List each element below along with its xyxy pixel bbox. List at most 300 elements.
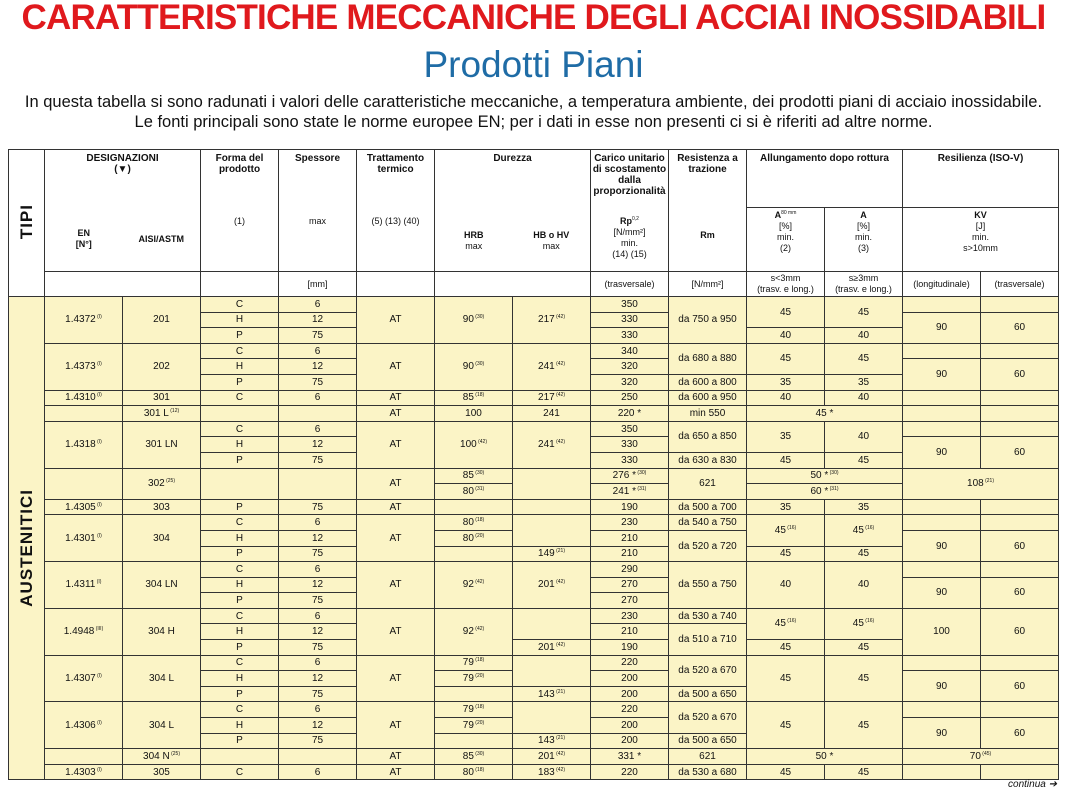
forma-cell-value: H	[235, 314, 244, 326]
hb-cell-note: (42)	[554, 641, 565, 648]
aisi-cell-value: 304 L	[148, 673, 175, 685]
a-cell	[825, 297, 903, 328]
kv-trasv-cell	[981, 343, 1059, 359]
a80-cell	[747, 421, 825, 452]
hb-cell-value: 143	[538, 688, 555, 700]
rp-cell	[591, 640, 669, 656]
spessore-cell	[279, 406, 357, 422]
rm-cell-value: da 530 a 680	[678, 766, 737, 778]
spessore-cell-value: 12	[311, 439, 324, 451]
a-cell-value: 45	[857, 548, 870, 560]
kv-trasv-cell	[981, 702, 1059, 718]
spessore-cell-value: 12	[311, 314, 324, 326]
kv-long-cell-value: 90	[935, 446, 948, 458]
spessore-cell-value: 6	[314, 657, 321, 669]
a80-cell	[747, 499, 825, 515]
spessore-cell-value: 12	[311, 626, 324, 638]
kv-long-cell-value: 90	[935, 680, 948, 692]
en-cell-note: (I)	[95, 532, 102, 539]
en-cell	[45, 515, 123, 562]
en-cell-value: 1.4307	[65, 673, 96, 685]
rp-cell-value: 330	[621, 314, 638, 326]
rp-cell	[591, 764, 669, 780]
hrb-cell-note: (20)	[473, 673, 485, 680]
kv-merged-cell-note: (45)	[980, 751, 992, 758]
table-row	[9, 390, 1059, 406]
hrb-cell	[435, 655, 513, 671]
a80-cell-value: 45	[779, 454, 792, 466]
hrb-cell	[435, 297, 513, 344]
a-cell	[825, 328, 903, 344]
forma-cell-value: H	[235, 673, 244, 685]
header-kv-trasv: (trasversale)	[981, 272, 1059, 297]
rp-cell	[591, 624, 669, 640]
kv-long-cell	[903, 359, 981, 390]
aisi-cell	[123, 749, 201, 765]
hb-cell	[513, 733, 591, 749]
trattamento-cell	[357, 608, 435, 655]
rp-cell-value: 230	[621, 610, 638, 622]
en-cell-note: (I)	[95, 673, 102, 680]
aisi-cell	[123, 515, 201, 562]
rp-cell	[591, 390, 669, 406]
kv-trasv-cell	[981, 421, 1059, 437]
hb-cell	[513, 640, 591, 656]
tipi-label: TIPI	[17, 203, 36, 240]
kv-trasv-cell	[981, 562, 1059, 578]
spessore-cell	[279, 686, 357, 702]
rp-cell-value: 210	[621, 532, 638, 544]
header-durezza: Durezza	[435, 150, 591, 208]
trattamento-cell-value: AT	[389, 501, 402, 513]
en-cell	[45, 297, 123, 344]
hb-cell	[513, 343, 591, 390]
hrb-cell-value: 79	[462, 719, 474, 731]
forma-cell-value: C	[235, 657, 244, 669]
header-a-cond-label: s≥3mm	[848, 273, 879, 283]
a80-cell-value: 45	[774, 618, 786, 630]
aisi-cell-value: 304 H	[148, 626, 175, 638]
kv-long-cell	[903, 608, 981, 655]
hb-cell-value: 241	[543, 407, 560, 419]
forma-cell	[201, 515, 279, 531]
hrb-cell-value: 79	[462, 673, 474, 685]
hrb-cell	[435, 468, 513, 484]
rp-cell	[591, 546, 669, 562]
spessore-cell	[279, 562, 357, 578]
a80-cell-note: (16)	[785, 618, 797, 625]
rp-cell-value: 320	[621, 361, 638, 373]
spessore-cell-value: 6	[314, 563, 321, 575]
kv-long-cell	[903, 562, 981, 578]
forma-cell	[201, 749, 279, 765]
forma-cell-value: P	[236, 595, 243, 607]
forma-cell	[201, 452, 279, 468]
rp-cell-note: (31)	[636, 485, 647, 492]
spessore-cell	[279, 702, 357, 718]
aisi-cell-value: 305	[153, 766, 170, 778]
a-cell	[825, 546, 903, 562]
table-row	[9, 421, 1059, 437]
hrb-cell-note: (18)	[473, 657, 485, 664]
hrb-cell	[435, 749, 513, 765]
rp-cell	[591, 421, 669, 437]
rp-cell	[591, 702, 669, 718]
aisi-cell	[123, 406, 201, 422]
header-forma: Forma del prodotto	[201, 150, 279, 208]
kv-trasv-cell-value: 60	[1013, 446, 1026, 458]
kv-long-cell-value: 90	[935, 368, 948, 380]
hrb-cell-value: 100	[465, 407, 482, 419]
header-a80-note: (2)	[780, 243, 791, 253]
a-cell-value: 45	[857, 454, 870, 466]
hrb-cell-note: (30)	[473, 314, 485, 321]
kv-trasv-cell	[981, 359, 1059, 390]
header-rp	[591, 208, 669, 272]
kv-long-cell	[903, 406, 981, 422]
header-a-unit: [%]	[856, 221, 870, 231]
a80-cell	[747, 297, 825, 328]
header-spessore-max: max	[279, 208, 357, 272]
rm-cell	[669, 515, 747, 531]
forma-cell-value: P	[236, 454, 243, 466]
spessore-cell-value: 6	[314, 392, 321, 404]
rp-cell-value: 220	[621, 704, 638, 716]
rp-cell	[591, 718, 669, 734]
a-merged-cell	[747, 484, 903, 500]
spessore-cell-value: 6	[314, 345, 321, 357]
a80-cell	[747, 515, 825, 546]
spessore-cell	[279, 546, 357, 562]
spessore-cell	[279, 718, 357, 734]
header-forma-note: (1)	[201, 208, 279, 272]
en-cell	[45, 421, 123, 468]
forma-cell	[201, 406, 279, 422]
spessore-cell-value: 75	[311, 501, 324, 513]
header-a80	[747, 208, 825, 272]
forma-cell	[201, 468, 279, 499]
hrb-cell	[435, 515, 513, 531]
header-a80-cond	[747, 272, 825, 297]
forma-cell-value: C	[235, 423, 244, 435]
hrb-cell-note: (42)	[476, 439, 487, 446]
a-merged-cell-value: 50 *	[810, 470, 829, 482]
rp-cell-value: 210	[621, 626, 638, 638]
en-cell-value: 1.4301	[65, 532, 96, 544]
a80-cell-value: 40	[779, 579, 792, 591]
trattamento-cell-value: AT	[389, 579, 402, 591]
a80-cell-value: 45	[779, 641, 792, 653]
a80-cell	[747, 562, 825, 609]
a-merged-cell	[747, 468, 903, 484]
a-cell-value: 40	[857, 329, 870, 341]
a80-cell	[747, 390, 825, 406]
hb-cell-note: (21)	[554, 548, 565, 555]
spessore-cell	[279, 328, 357, 344]
header-designazioni-sub: (▼)	[114, 164, 131, 175]
en-cell-value: 1.4310	[65, 392, 96, 404]
table-row	[9, 468, 1059, 484]
kv-long-cell-value: 90	[935, 587, 948, 599]
a-cell	[825, 499, 903, 515]
a-cell-value: 45	[857, 353, 870, 365]
en-cell-note: (I)	[95, 439, 102, 446]
hrb-cell-value: 85	[462, 470, 474, 482]
rp-cell	[591, 452, 669, 468]
a-cell	[825, 655, 903, 702]
trattamento-cell-value: AT	[389, 361, 402, 373]
kv-long-cell	[903, 421, 981, 437]
hrb-cell-note: (42)	[473, 626, 485, 633]
hrb-cell-value: 80	[462, 532, 474, 544]
hrb-cell-value: 100	[460, 439, 477, 451]
en-cell-value: 1.4306	[65, 719, 96, 731]
hb-cell-note: (42)	[554, 439, 565, 446]
header-resilienza: Resilienza (ISO-V)	[903, 150, 1059, 208]
a-cell	[825, 640, 903, 656]
forma-cell	[201, 640, 279, 656]
rp-cell-value: 350	[621, 298, 638, 310]
hrb-cell-note: (30)	[473, 751, 485, 758]
kv-long-cell	[903, 655, 981, 671]
rm-cell	[669, 530, 747, 561]
forma-cell-value: H	[235, 439, 244, 451]
aisi-cell-value: 301	[153, 392, 170, 404]
rm-cell-value: 621	[699, 478, 716, 490]
a-cell-value: 45	[857, 766, 870, 778]
a80-cell	[747, 343, 825, 374]
kv-long-cell	[903, 671, 981, 702]
en-cell-note: (I)	[95, 392, 102, 399]
forma-cell-value: P	[236, 548, 243, 560]
hb-cell-note: (42)	[554, 392, 565, 399]
continua-link[interactable]: continua ➔	[1008, 779, 1057, 790]
hrb-cell	[435, 764, 513, 780]
hb-cell-value: 241	[538, 439, 555, 451]
a-cell-note: (16)	[863, 618, 875, 625]
header-en-label: EN	[77, 228, 90, 239]
a-cell	[825, 702, 903, 749]
rm-cell	[669, 562, 747, 609]
rp-cell	[591, 749, 669, 765]
rm-cell	[669, 733, 747, 749]
trattamento-cell	[357, 390, 435, 406]
spessore-cell-value: 12	[311, 719, 324, 731]
rp-cell	[591, 530, 669, 546]
rp-cell-value: 190	[621, 641, 638, 653]
en-cell-value: 1.4948	[63, 626, 95, 638]
kv-long-cell-value: 100	[933, 626, 950, 638]
hrb-cell-note: (18)	[473, 766, 485, 773]
kv-merged-cell-note: (21)	[983, 478, 994, 485]
rm-cell-value: da 630 a 830	[678, 454, 737, 466]
a80-cell-value: 45	[779, 548, 792, 560]
a-cell	[825, 452, 903, 468]
header-resistenza: Resistenza a trazione	[669, 150, 747, 208]
hb-cell	[513, 764, 591, 780]
rm-cell-value: da 650 a 850	[678, 431, 737, 443]
forma-cell	[201, 343, 279, 359]
hb-cell-value: 183	[538, 766, 555, 778]
forma-cell-value: H	[235, 719, 244, 731]
rm-cell-value: da 520 a 720	[678, 540, 737, 552]
header-a-dir: (trasv. e long.)	[835, 284, 892, 294]
hrb-cell	[435, 530, 513, 546]
kv-trasv-cell-value: 60	[1013, 322, 1026, 334]
header-rm-unit: [N/mm²]	[669, 272, 747, 297]
trattamento-cell-value: AT	[389, 478, 402, 490]
hrb-cell	[435, 702, 513, 718]
rp-cell-value: 270	[621, 595, 638, 607]
rm-cell-value: da 750 a 950	[678, 314, 737, 326]
spessore-cell-value: 6	[314, 423, 321, 435]
a-cell	[825, 343, 903, 374]
forma-cell	[201, 390, 279, 406]
hrb-cell-value: 85	[462, 751, 474, 763]
en-cell-note: (I)	[95, 579, 102, 586]
rm-cell	[669, 655, 747, 686]
kv-trasv-cell	[981, 515, 1059, 531]
kv-long-cell-value: 90	[935, 727, 948, 739]
aisi-cell-value: 302	[148, 478, 165, 490]
hb-cell	[513, 686, 591, 702]
header-trattamento: Trattamento termico	[357, 150, 435, 208]
forma-cell-value: P	[236, 329, 243, 341]
rm-cell-value: min 550	[689, 407, 726, 419]
a-cell-value: 40	[857, 392, 870, 404]
spessore-cell-value: 12	[311, 579, 324, 591]
a-merged-cell-note: (30)	[828, 470, 839, 477]
rp-cell	[591, 593, 669, 609]
a-cell-value: 45	[857, 306, 870, 318]
hrb-cell-note: (30)	[473, 470, 485, 477]
forma-cell-value: H	[235, 626, 244, 638]
a80-cell-value: 45	[774, 524, 786, 536]
header-rp-min: min.	[620, 237, 638, 248]
header-a80-unit: [%]	[778, 221, 792, 231]
header-a80-dir: (trasv. e long.)	[757, 284, 814, 294]
header-a80-cond-label: s<3mm	[770, 273, 801, 283]
rm-cell	[669, 499, 747, 515]
forma-cell	[201, 562, 279, 578]
rm-cell-value: da 540 a 750	[678, 517, 737, 529]
forma-cell-value: C	[235, 563, 244, 575]
header-allungamento: Allungamento dopo rottura	[747, 150, 903, 208]
aisi-cell-value: 304 L	[148, 719, 175, 731]
hrb-cell-note: (42)	[473, 579, 485, 586]
rp-cell	[591, 515, 669, 531]
a-cell	[825, 562, 903, 609]
rm-cell-value: da 600 a 800	[678, 376, 737, 388]
forma-cell	[201, 593, 279, 609]
kv-trasv-cell	[981, 671, 1059, 702]
trattamento-cell-value: AT	[389, 407, 402, 419]
hrb-cell	[435, 390, 513, 406]
a-cell	[825, 608, 903, 639]
forma-cell	[201, 421, 279, 437]
hrb-cell-value: 79	[462, 704, 474, 716]
table-row	[9, 655, 1059, 671]
kv-trasv-cell-value: 60	[1013, 680, 1026, 692]
forma-cell-value: P	[236, 688, 243, 700]
trattamento-cell	[357, 406, 435, 422]
forma-cell-value: C	[235, 704, 244, 716]
forma-cell-value: P	[236, 641, 243, 653]
rp-cell-value: 200	[621, 673, 638, 685]
kv-trasv-cell	[981, 718, 1059, 749]
tipi-cell	[9, 150, 45, 297]
a-merged-cell-value: 50 *	[815, 751, 834, 763]
a80-cell-note: (16)	[785, 524, 797, 531]
rp-cell-note: (30)	[636, 470, 647, 477]
header-hrb	[435, 208, 513, 272]
en-cell-value: 1.4372	[65, 314, 96, 326]
a80-cell-value: 45	[779, 353, 792, 365]
hb-cell	[513, 655, 591, 686]
header-a-min: min.	[854, 232, 872, 242]
kv-long-cell	[903, 343, 981, 359]
hrb-cell-value: 92	[462, 626, 474, 638]
rp-cell	[591, 374, 669, 390]
a80-cell-value: 35	[779, 376, 792, 388]
trattamento-cell-value: AT	[389, 439, 402, 451]
kv-long-cell	[903, 312, 981, 343]
forma-cell	[201, 686, 279, 702]
spessore-cell	[279, 515, 357, 531]
rp-cell-value: 276 *	[612, 470, 637, 482]
en-cell-value: 1.4305	[65, 501, 96, 513]
spessore-cell	[279, 390, 357, 406]
page-title: CARATTERISTICHE MECCANICHE DEGLI ACCIAI INOSSIDABILI	[21, 0, 1046, 37]
header-kv-unit: [J]	[975, 221, 986, 231]
hb-cell	[513, 546, 591, 562]
rp-cell-value: 241 *	[612, 485, 637, 497]
aisi-cell	[123, 702, 201, 749]
forma-cell	[201, 733, 279, 749]
kv-long-cell	[903, 297, 981, 313]
header-designazioni	[45, 150, 201, 208]
forma-cell	[201, 328, 279, 344]
en-cell	[45, 343, 123, 390]
rp-cell-value: 340	[621, 345, 638, 357]
header-hb	[513, 208, 591, 272]
hrb-cell	[435, 718, 513, 734]
aisi-cell-value: 304 LN	[145, 579, 178, 591]
a-merged-cell	[747, 749, 903, 765]
header-hb-label: HB o HV	[533, 229, 570, 240]
a80-cell	[747, 452, 825, 468]
hb-cell	[513, 297, 591, 344]
spessore-cell-value: 75	[311, 641, 324, 653]
a-cell	[825, 421, 903, 452]
rm-cell-value: da 530 a 740	[678, 610, 737, 622]
kv-trasv-cell	[981, 390, 1059, 406]
rm-cell-value: da 500 a 700	[678, 501, 737, 513]
header-a80-min: min.	[776, 232, 794, 242]
spessore-cell	[279, 655, 357, 671]
table-row	[9, 343, 1059, 359]
hrb-cell	[435, 546, 513, 562]
header-hb-foot	[513, 272, 591, 297]
rm-cell	[669, 343, 747, 374]
hrb-cell	[435, 406, 513, 422]
kv-trasv-cell	[981, 297, 1059, 313]
kv-trasv-cell-value: 60	[1013, 368, 1026, 380]
kv-long-cell	[903, 702, 981, 718]
header-a	[825, 208, 903, 272]
table-row	[9, 515, 1059, 531]
trattamento-cell-value: AT	[389, 751, 402, 763]
